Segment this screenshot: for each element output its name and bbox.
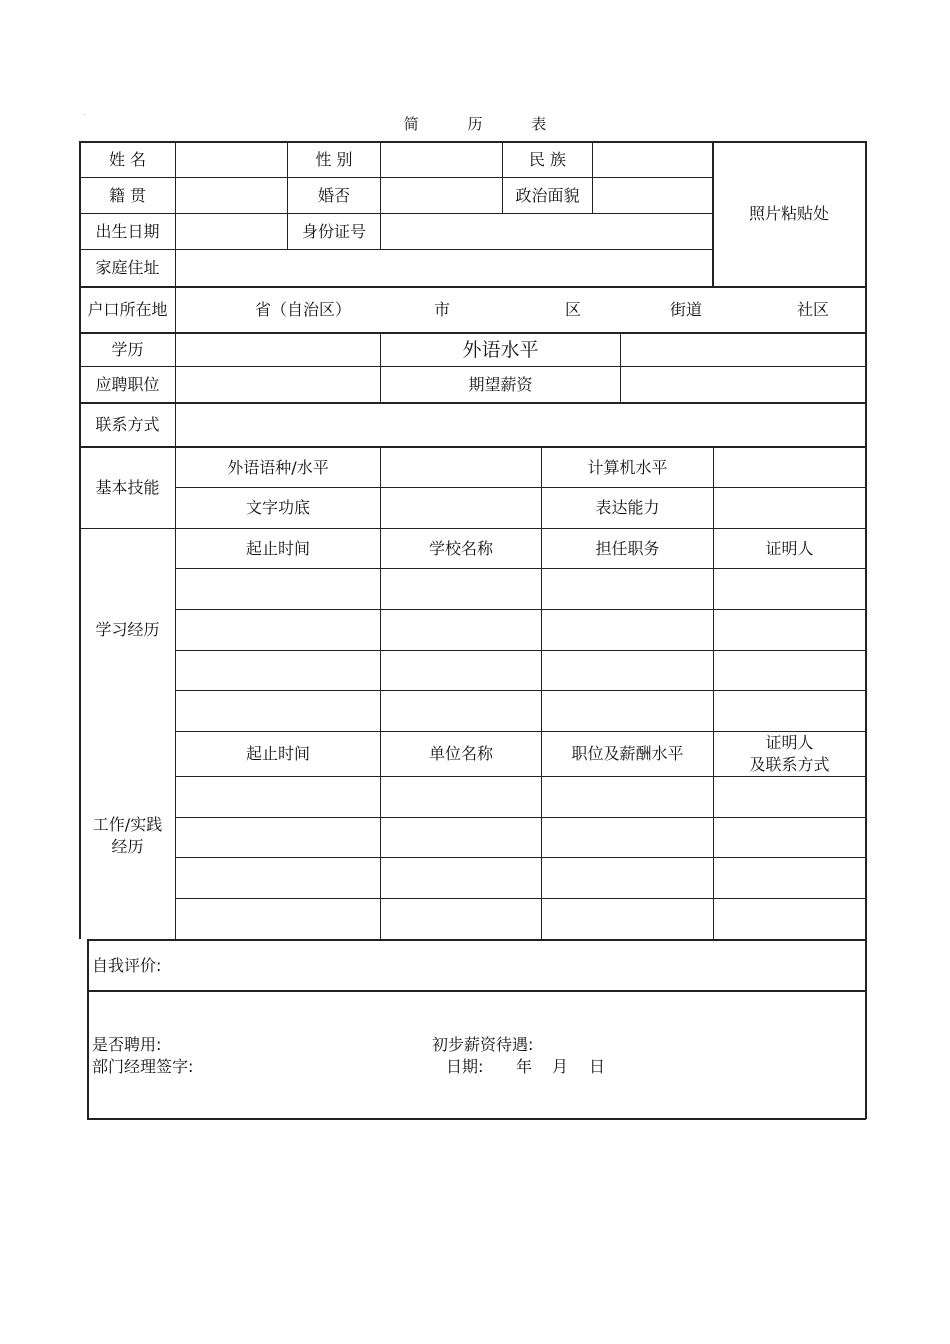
work-history-label-line1: 工作/实践	[92, 814, 163, 834]
ethnicity-field[interactable]	[593, 142, 711, 177]
study-header-reference: 证明人	[765, 538, 814, 558]
expression-skill-field[interactable]	[714, 488, 865, 528]
study-row-1[interactable]	[176, 569, 865, 609]
hukou-street-label: 街道	[670, 300, 703, 319]
hukou-label: 户口所在地	[87, 300, 168, 319]
work-header-period: 起止时间	[245, 744, 310, 763]
date-day-label: 日	[589, 1057, 606, 1076]
page-title	[0, 113, 950, 134]
ethnicity-label: 民 族	[528, 149, 567, 169]
native-place-label: 籍 贯	[108, 185, 147, 205]
writing-skill-field[interactable]	[381, 488, 541, 528]
manager-signature-label: 部门经理签字:	[92, 1057, 194, 1076]
work-header-employer: 单位名称	[428, 744, 493, 763]
self-evaluation-field[interactable]	[89, 941, 864, 989]
contact-label: 联系方式	[95, 415, 160, 434]
marital-field[interactable]	[381, 178, 501, 213]
computer-skill-field[interactable]	[714, 448, 865, 487]
work-history-label	[80, 732, 175, 939]
study-row-4[interactable]	[176, 691, 865, 731]
expected-salary-label: 期望薪资	[468, 374, 533, 394]
name-label: 姓 名	[108, 149, 147, 169]
title-char-3: 表	[531, 115, 547, 133]
education-field[interactable]	[176, 334, 380, 366]
hire-decision-label: 是否聘用:	[92, 1035, 162, 1054]
stray-dot: ·	[84, 112, 86, 119]
work-row-2[interactable]	[176, 818, 865, 857]
language-skill-label: 外语语种/水平	[227, 457, 329, 477]
work-header-reference	[714, 732, 865, 776]
foreign-level-field[interactable]	[621, 334, 865, 366]
study-row-3[interactable]	[176, 651, 865, 690]
id-number-label: 身份证号	[301, 221, 366, 241]
work-header-reference-line1: 证明人	[765, 733, 814, 752]
foreign-level-label: 外语水平	[462, 339, 539, 361]
name-field[interactable]	[176, 142, 286, 177]
photo-area[interactable]: 照片粘贴处	[748, 204, 829, 223]
title-char-1: 简	[403, 115, 419, 133]
work-row-1[interactable]	[176, 777, 865, 817]
hukou-district-label: 区	[565, 300, 582, 319]
study-header-period: 起止时间	[245, 538, 310, 558]
birth-date-label: 出生日期	[95, 221, 160, 241]
education-label: 学历	[111, 340, 144, 359]
study-history-label: 学习经历	[95, 620, 160, 639]
initial-salary-label: 初步薪资待遇:	[432, 1035, 534, 1054]
birth-date-field[interactable]	[176, 214, 286, 249]
self-evaluation-label: 自我评价:	[92, 956, 162, 975]
expected-salary-field[interactable]	[621, 367, 865, 402]
position-field[interactable]	[176, 367, 380, 402]
work-row-4[interactable]	[176, 899, 865, 939]
computer-skill-label: 计算机水平	[587, 457, 668, 477]
work-history-label-line2: 经历	[111, 836, 144, 856]
date-year-label: 年	[516, 1057, 533, 1076]
gender-field[interactable]	[381, 142, 501, 177]
native-place-field[interactable]	[176, 178, 286, 213]
political-field[interactable]	[593, 178, 711, 213]
date-label: 日期:	[446, 1057, 484, 1076]
hukou-province-label: 省（自治区）	[255, 300, 352, 319]
expression-skill-label: 表达能力	[595, 498, 660, 517]
id-number-field[interactable]	[381, 214, 711, 249]
political-label: 政治面貌	[515, 185, 580, 205]
language-skill-field[interactable]	[381, 448, 541, 487]
writing-skill-label: 文字功底	[245, 498, 310, 517]
hukou-community-label: 社区	[797, 300, 830, 319]
marital-label: 婚否	[317, 185, 350, 205]
study-header-role: 担任职务	[595, 538, 660, 558]
skills-label: 基本技能	[95, 478, 160, 497]
study-header-school: 学校名称	[428, 538, 493, 558]
position-label: 应聘职位	[95, 374, 160, 394]
contact-field[interactable]	[176, 404, 865, 446]
work-header-reference-line2: 及联系方式	[749, 755, 830, 774]
home-address-field[interactable]	[176, 250, 711, 286]
date-month-label: 月	[552, 1057, 569, 1076]
hukou-city-label: 市	[434, 300, 451, 319]
work-row-3[interactable]	[176, 858, 865, 898]
study-row-2[interactable]	[176, 610, 865, 650]
home-address-label: 家庭住址	[95, 258, 160, 277]
gender-label: 性 别	[315, 149, 353, 169]
work-header-position-salary: 职位及薪酬水平	[571, 744, 684, 763]
title-char-2: 历	[467, 115, 483, 133]
